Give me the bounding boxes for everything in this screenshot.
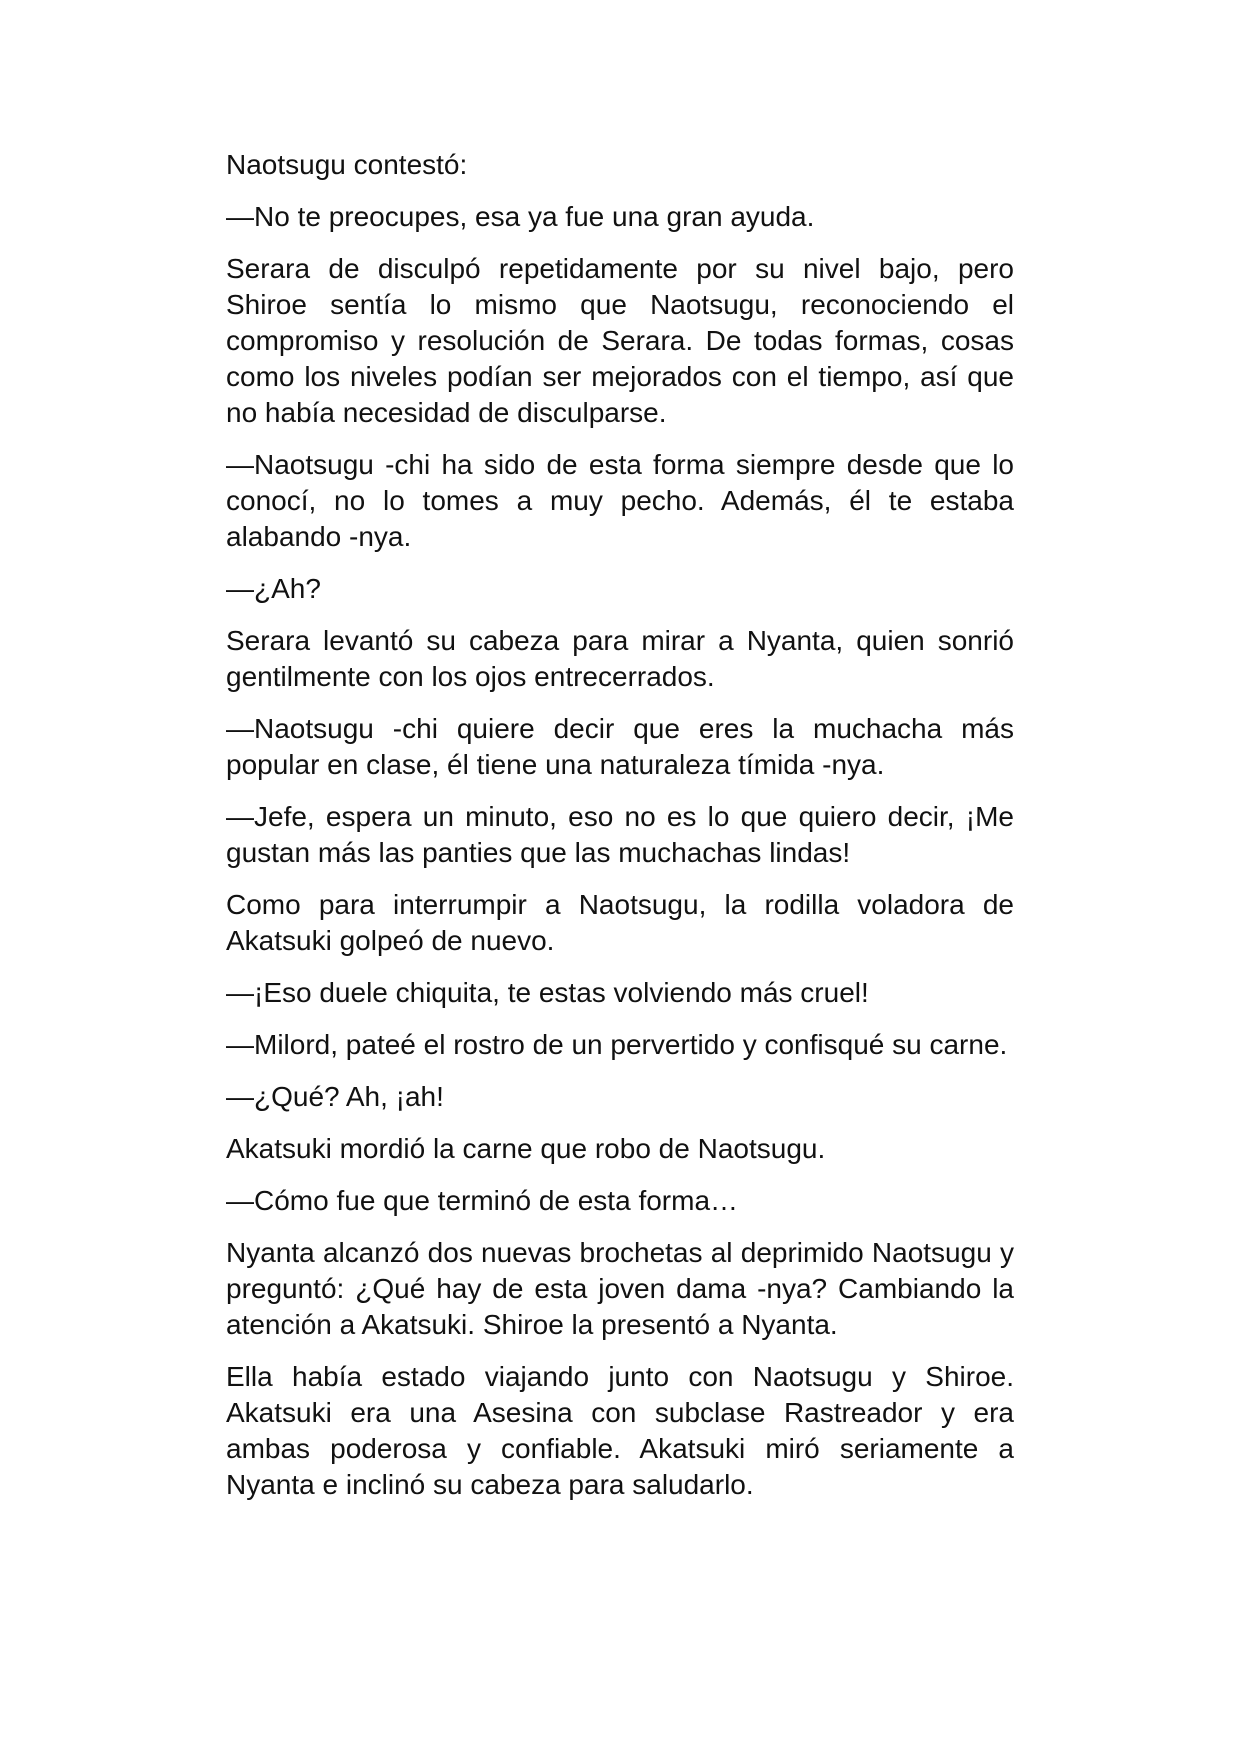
paragraph: —¿Ah? (226, 573, 321, 604)
paragraph: Naotsugu contestó: (226, 149, 468, 180)
paragraph: Serara levantó su cabeza para mirar a Nyanta, quien sonrió gentilmente con los ojos entrecerrados. (226, 625, 1014, 692)
paragraph: —Jefe, espera un minuto, eso no es lo que quiero decir, ¡Me gustan más las panties que las muchachas lindas! (226, 801, 1014, 868)
paragraph: —No te preocupes, esa ya fue una gran ayuda. (226, 201, 815, 232)
paragraph: Ella había estado viajando junto con Naotsugu y Shiroe. Akatsuki era una Asesina con subclase Rastreador y era ambas poderosa y confiable. Akatsuki miró seriamente a Nyanta e inclinó su cabeza para saludarlo. (226, 1361, 1014, 1500)
paragraph: Serara de disculpó repetidamente por su nivel bajo, pero Shiroe sentía lo mismo que Naotsugu, reconociendo el compromiso y resolución de Serara. De todas formas, cosas como los niveles podían ser mejorados con el tiempo, así que no había necesidad de disculparse. (226, 253, 1014, 428)
paragraph: —Naotsugu -chi ha sido de esta forma siempre desde que lo conocí, no lo tomes a muy pecho. Además, él te estaba alabando -nya. (226, 449, 1014, 552)
paragraph: Nyanta alcanzó dos nuevas brochetas al deprimido Naotsugu y preguntó: ¿Qué hay de esta joven dama -nya? Cambiando la atención a Akatsuki. Shiroe la presentó a Nyanta. (226, 1237, 1014, 1340)
paragraph: —Naotsugu -chi quiere decir que eres la muchacha más popular en clase, él tiene una naturaleza tímida -nya. (226, 713, 1014, 780)
paragraph: —¡Eso duele chiquita, te estas volviendo más cruel! (226, 977, 869, 1008)
paragraph: —Milord, pateé el rostro de un pervertido y confisqué su carne. (226, 1029, 1008, 1060)
paragraph: Como para interrumpir a Naotsugu, la rodilla voladora de Akatsuki golpeó de nuevo. (226, 889, 1014, 956)
paragraph: Akatsuki mordió la carne que robo de Naotsugu. (226, 1133, 826, 1164)
paragraph: —¿Qué? Ah, ¡ah! (226, 1081, 444, 1112)
paragraph: —Cómo fue que terminó de esta forma… (226, 1185, 739, 1216)
document-page (226, 147, 1014, 1519)
